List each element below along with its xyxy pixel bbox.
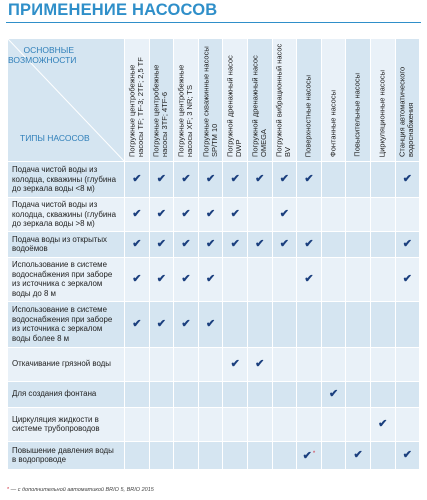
checkmark-icon: ✔ [156,207,166,220]
table-cell [125,162,150,198]
checkmark-icon: ✔ [181,173,191,185]
table-cell [174,162,199,198]
row-label: Циркуляция жидкости в системе трубопроводов [8,407,125,441]
checkmark-icon: ✔ [279,207,289,220]
table-cell [272,162,297,198]
checkmark-icon: ✔ [279,237,289,250]
checkmark-icon: ✔ [132,237,142,250]
table-cell [297,407,322,441]
checkmark-icon: ✔ [304,272,314,285]
checkmark-icon: ✔ [205,237,216,250]
table-cell [149,381,174,407]
table-cell [297,301,322,347]
table-cell [223,407,248,441]
table-cell [346,257,371,301]
column-header-label: Погружные центробежные насосы TF; TF-3; 2TF; 2,5 TF [127,57,145,157]
table-cell [247,231,272,257]
column-header-3 [174,39,199,162]
checkmark-icon: ✔ [255,237,265,250]
table-cell [198,441,223,469]
checkmark-icon: ✔ [304,173,314,185]
table-cell [370,231,395,257]
title-divider [6,22,421,23]
row-label: Подача воды из открытых водоёмов [8,231,125,257]
checkmark-icon: ✔ [181,207,191,220]
corner-caption-pump-types: ТИПЫ НАСОСОВ [20,133,90,143]
table-cell [346,301,371,347]
checkmark-icon: ✔ [132,173,142,185]
column-header-7 [272,39,297,162]
table-row [8,231,420,257]
column-header-label: Погружные скважинные насосы SP/TM 10 [200,46,219,157]
table-cell [198,347,223,381]
checkmark-icon: ✔ [132,207,142,220]
checkmark-icon: ✔ [132,317,142,330]
checkmark-icon: ✔ [378,417,388,430]
checkmark-icon: ✔ [156,317,166,330]
footnote-star-marker: * [312,450,316,457]
table-cell [297,347,322,381]
table-cell [223,231,248,257]
row-label: Подача чистой воды из колодца, скважины (глубина до зеркала воды <8 м) [8,162,125,198]
checkmark-icon: ✔ [181,272,191,285]
table-cell [223,381,248,407]
table-cell [272,381,297,407]
table-cell [370,347,395,381]
table-row [8,198,420,232]
checkmark-icon: ✔ [353,448,363,461]
table-cell [149,441,174,469]
table-cell [272,301,297,347]
table-cell [125,198,150,232]
table-cell [125,231,150,257]
table-cell [321,162,346,198]
checkmark-icon: ✔ [205,173,216,185]
table-cell [198,257,223,301]
column-header-4 [198,39,223,162]
table-cell [174,347,199,381]
table-row [8,407,420,441]
table-cell [272,231,297,257]
table-cell [272,347,297,381]
column-header-label: Погружной дренажный насос OMEGA [250,55,268,157]
checkmark-icon: ✔ [304,237,314,250]
row-label: Откачивание грязной воды [8,347,125,381]
table-cell [125,441,150,469]
table-cell [223,162,248,198]
checkmark-icon: ✔ [402,448,412,461]
table-cell [321,231,346,257]
column-header-label: Фонтанные насосы [328,90,338,157]
table-cell [223,301,248,347]
table-cell [395,407,420,441]
table-cell [198,407,223,441]
table-cell [297,198,322,232]
column-header-label: Повысительные насосы [352,73,362,157]
table-cell [395,301,420,347]
table-cell [247,347,272,381]
checkmark-icon: ✔ [181,237,191,250]
table-cell [149,301,174,347]
table-cell [174,198,199,232]
checkmark-icon: ✔ [156,237,166,250]
table-cell [395,381,420,407]
corner-caption-capabilities: ОСНОВНЫЕ ВОЗМОЖНОСТИ [8,45,77,65]
checkmark-icon: ✔ [181,317,191,330]
table-cell [149,231,174,257]
row-label: Для создания фонтана [8,381,125,407]
header-row [8,39,420,162]
table-cell [370,301,395,347]
table-cell [297,381,322,407]
column-header-label: Погружные центробежные насосы 3TF; 4TF-6 [151,64,170,157]
table-cell [346,162,371,198]
table-cell [198,198,223,232]
checkmark-icon: ✔ [132,272,142,285]
table-cell [125,407,150,441]
pump-application-table [7,38,420,470]
table-cell [370,407,395,441]
table-cell [272,407,297,441]
checkmark-icon: ✔ [205,317,216,330]
table-row [8,441,420,469]
table-cell [321,381,346,407]
table-cell [297,441,322,469]
table-cell [346,347,371,381]
checkmark-icon: ✔ [402,237,412,250]
table-cell [149,198,174,232]
table-cell [370,198,395,232]
checkmark-icon: ✔ [302,449,312,462]
table-cell [247,407,272,441]
table-cell [174,257,199,301]
table-cell [247,381,272,407]
column-header-10 [346,39,371,162]
table-cell [174,381,199,407]
table-cell [395,347,420,381]
column-header-12 [395,39,420,162]
table-cell [297,162,322,198]
table-cell [346,441,371,469]
table-cell [174,301,199,347]
table-cell [125,257,150,301]
table-corner-cell [8,39,125,162]
checkmark-icon: ✔ [255,357,265,370]
table-cell [370,381,395,407]
column-header-label: Погружной дренажный насос DWP [225,55,244,157]
row-label: Использование в системе водоснабжения при заборе из источника с зеркалом воды более 8 м [8,301,125,347]
column-header-9 [321,39,346,162]
page-title: ПРИМЕНЕНИЕ НАСОСОВ [8,1,218,19]
table-cell [247,441,272,469]
table-cell [125,381,150,407]
table-cell [272,441,297,469]
table-row [8,162,420,198]
table-cell [321,257,346,301]
table-cell [247,162,272,198]
table-cell [321,198,346,232]
checkmark-icon: ✔ [205,272,216,285]
table-cell [395,162,420,198]
table-cell [346,231,371,257]
table-cell [198,162,223,198]
table-cell [198,231,223,257]
column-header-1 [125,39,150,162]
table-cell [395,198,420,232]
table-cell [223,441,248,469]
table-row [8,257,420,301]
table-cell [346,381,371,407]
checkmark-icon: ✔ [230,173,240,185]
column-header-2 [149,39,174,162]
table-cell [149,257,174,301]
table-cell [174,231,199,257]
table-cell [370,162,395,198]
column-header-8 [297,39,322,162]
table-cell [223,347,248,381]
table-cell [321,441,346,469]
table-cell [321,407,346,441]
checkmark-icon: ✔ [255,173,265,185]
table-cell [174,407,199,441]
table-cell [149,347,174,381]
table-cell [247,257,272,301]
table-row [8,381,420,407]
row-label: Использование в системе водоснабжения при заборе из источника с зеркалом воды до 8 м [8,257,125,301]
column-header-6 [247,39,272,162]
table-cell [395,231,420,257]
table-cell [346,407,371,441]
column-header-label: Станция автоматического водоснабжения [397,66,416,157]
checkmark-icon: ✔ [230,207,240,220]
column-header-label: Погружные центробежные насосы XF; 3 NR; TS [176,64,194,157]
row-label: Подача чистой воды из колодца, скважины (глубина до зеркала воды >8 м) [8,198,125,232]
table-cell [198,301,223,347]
checkmark-icon: ✔ [156,272,166,285]
table-cell [297,231,322,257]
footnote [7,487,154,493]
table-cell [149,407,174,441]
table-cell [272,257,297,301]
table-cell [247,301,272,347]
table-cell [247,198,272,232]
checkmark-icon: ✔ [402,272,412,285]
column-header-label: Поверхностные насосы [303,74,313,157]
checkmark-icon: ✔ [230,357,240,370]
table-row [8,301,420,347]
table-cell [149,162,174,198]
checkmark-icon: ✔ [402,173,412,185]
table-cell [321,347,346,381]
table-cell [272,198,297,232]
checkmark-icon: ✔ [230,237,240,250]
table-cell [395,441,420,469]
table-cell [198,381,223,407]
table-cell [346,198,371,232]
table-cell [395,257,420,301]
column-header-label: Циркуляционные насосы [377,69,387,157]
table-row [8,347,420,381]
table-cell [297,257,322,301]
footnote-star: * [7,487,10,493]
table-cell [223,198,248,232]
column-header-11 [370,39,395,162]
checkmark-icon: ✔ [156,173,166,185]
table-cell [370,441,395,469]
table-cell [174,441,199,469]
checkmark-icon: ✔ [328,387,339,400]
table-cell [370,257,395,301]
column-header-label: Погружной вибрационный насос BV [274,43,293,157]
row-label: Повышение давления воды в водопроводе [8,441,125,469]
column-header-5 [223,39,248,162]
table-cell [321,301,346,347]
footnote-text: — с дополнительной автоматикой BRIO 5, BRIO 2015 [9,487,154,493]
table-cell [125,347,150,381]
checkmark-icon: ✔ [279,173,289,185]
checkmark-icon: ✔ [205,207,216,220]
table-cell [223,257,248,301]
table-cell [125,301,150,347]
